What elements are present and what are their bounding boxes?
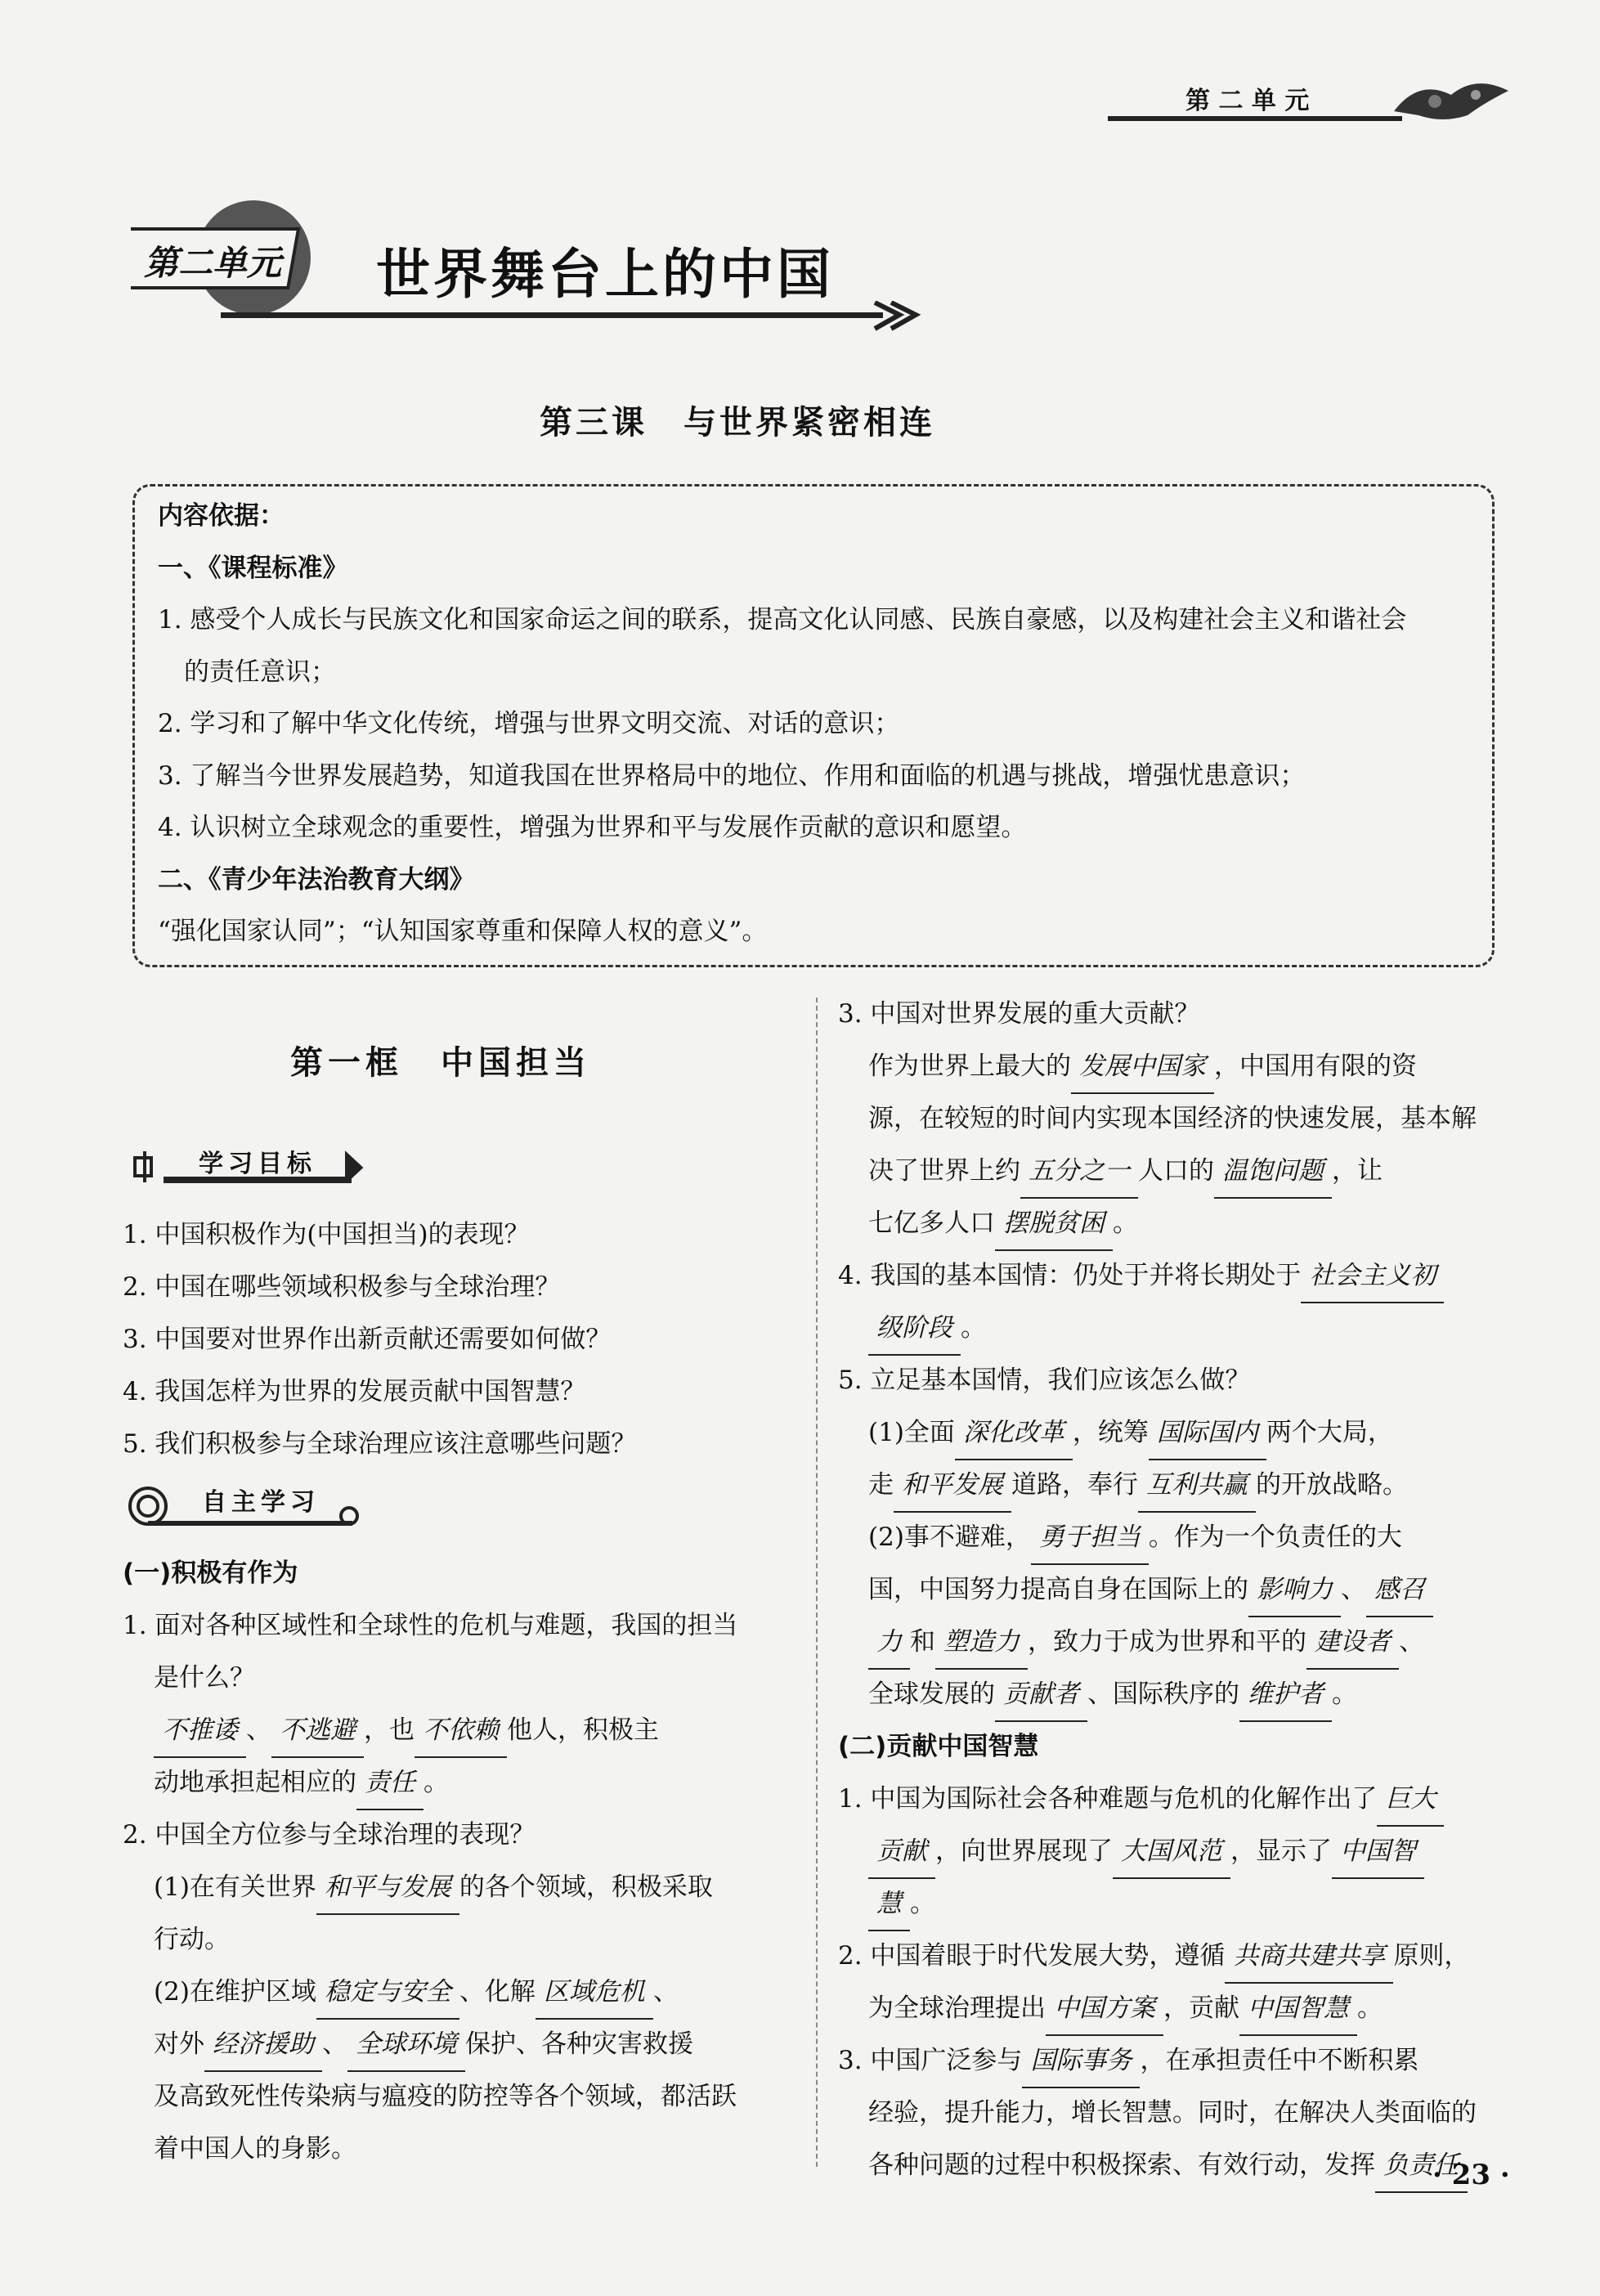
floral-ornament-icon [1386, 70, 1517, 128]
text: ，统筹 [1072, 1418, 1149, 1447]
answer-line [868, 1616, 1424, 1670]
text: ，贡献 [1163, 1993, 1239, 2023]
text: 、 [652, 1977, 679, 2007]
answer-blank: 巨大 [1377, 1773, 1444, 1827]
goal-item: 3. 中国要对世界作出新贡献还需要如何做？ [123, 1325, 612, 1354]
answer-line [868, 1197, 1138, 1251]
column-divider [816, 998, 818, 2167]
answer-blank: 国际国内 [1149, 1406, 1266, 1460]
text: 、 [1341, 1575, 1366, 1604]
text-line: 经验，提升能力，增长智慧。同时，在解决人类面临的 [868, 2098, 1477, 2128]
question-text: 2. 中国全方位参与全球治理的表现？ [123, 1820, 536, 1850]
text: 。 [1113, 1209, 1138, 1238]
text: 。 [910, 1889, 935, 1918]
text: 国，中国努力提高自身在国际上的 [868, 1575, 1248, 1604]
answer-line [868, 2139, 1468, 2193]
answer-blank: 负责任 [1375, 2139, 1468, 2193]
answer-line [838, 1773, 1444, 1827]
part1-title: (一)积极有作为 [123, 1558, 298, 1588]
text: 、化解 [459, 1977, 536, 2007]
answer-blank: 力 [868, 1616, 910, 1670]
answer-blank: 发展中国家 [1071, 1040, 1214, 1094]
law-outline-title: 二、《青少年法治教育大纲》 [158, 865, 475, 895]
page-title: 世界舞台上的中国 [376, 242, 834, 306]
title-arrow-rule [221, 301, 924, 334]
standard-item: 1. 感受个人成长与民族文化和国家命运之间的联系，提高文化认同感、民族自豪感，以及构建社会主义和谐社会 [158, 605, 1407, 635]
self-study-tag [127, 1482, 364, 1524]
answer-line [154, 1704, 659, 1758]
answer-blank: 贡献者 [995, 1668, 1087, 1722]
standard-item: 2. 学习和了解中华文化传统，增强与世界文明交流、对话的意识； [158, 709, 900, 738]
answer-line [154, 1861, 713, 1915]
goal-item: 5. 我们积极参与全球治理应该注意哪些问题？ [123, 1429, 637, 1459]
text: 全球发展的 [868, 1679, 995, 1709]
text: 为全球治理提出 [868, 1993, 1046, 2023]
answer-blank: 中国智慧 [1239, 1982, 1357, 2036]
text: ，让 [1332, 1156, 1383, 1186]
text: 七亿多人口 [868, 1209, 995, 1238]
answer-line [868, 1406, 1393, 1460]
lesson-title: 第三课 与世界紧密相连 [540, 404, 935, 442]
text: 4. 我国的基本国情：仍处于并将长期处于 [838, 1261, 1302, 1290]
answer-blank: 国际事务 [1022, 2034, 1140, 2088]
text: 1. 中国为国际社会各种难题与危机的化解作出了 [838, 1784, 1378, 1814]
text: (1)全面 [868, 1418, 955, 1447]
answer-line [838, 1249, 1444, 1303]
curriculum-title: 一、《课程标准》 [158, 554, 348, 583]
answer-blank: 全球环境 [347, 2018, 465, 2072]
standard-item: 3. 了解当今世界发展趋势，知道我国在世界格局中的地位、作用和面临的机遇与挑战，增强忧患意识； [158, 761, 1306, 791]
text: ，也 [364, 1715, 415, 1745]
goal-item: 2. 中国在哪些领域积极参与全球治理？ [123, 1272, 561, 1302]
text: ，致力于成为世界和平的 [1028, 1627, 1306, 1657]
answer-line [868, 1668, 1357, 1722]
answer-line [868, 1145, 1383, 1199]
answer-blank: 慧 [868, 1877, 910, 1931]
standard-item: 4. 认识树立全球观念的重要性，增强为世界和平与发展作贡献的意识和愿望。 [158, 813, 1027, 842]
text: 、国际秩序的 [1087, 1679, 1239, 1709]
answer-line: 对外 经济援助 、 全球环境 保护、各种灾害救援 [154, 2018, 693, 2072]
answer-blank: 互利共赢 [1138, 1459, 1256, 1513]
text: ，中国用有限的资 [1214, 1052, 1417, 1081]
answer-blank: 社会主义初 [1301, 1249, 1444, 1303]
law-outline-text: “强化国家认同”；“认知国家尊重和保障人权的意义”。 [158, 917, 768, 946]
answer-blank: 稳定与安全 [316, 1966, 459, 2020]
text: 。 [1357, 1993, 1383, 2023]
answer-line [868, 1302, 986, 1356]
answer-blank: 温饱问题 [1214, 1145, 1332, 1199]
self-study-label: 自主学习 [202, 1488, 320, 1517]
text: 3. 中国广泛参与 [838, 2046, 1023, 2075]
goals-tag-label: 学习目标 [199, 1150, 316, 1178]
text-line: 行动。 [154, 1925, 230, 1954]
page-number: · 23 · [1432, 2159, 1510, 2191]
answer-blank: 影响力 [1248, 1563, 1341, 1617]
unit-label: 第 二 单 元 [1185, 87, 1310, 115]
answer-blank: 共商共建共享 [1225, 1930, 1393, 1984]
text: 对外 [154, 2029, 204, 2059]
text: 各种问题的过程中积极探索、有效行动，发挥 [868, 2150, 1375, 2180]
text: ，显示了 [1230, 1836, 1332, 1866]
answer-line [868, 1982, 1383, 2036]
text: 。 [1332, 1679, 1357, 1709]
text: (1)在有关世界 [154, 1872, 316, 1902]
answer-blank: 中国智 [1332, 1825, 1424, 1879]
answer-blank: 级阶段 [868, 1302, 961, 1356]
text: 原则， [1393, 1941, 1470, 1971]
answer-line [868, 1511, 1402, 1565]
answer-blank: 摆脱贫困 [995, 1197, 1113, 1251]
text: 的开放战略。 [1256, 1470, 1408, 1500]
answer-blank: 大国风范 [1113, 1825, 1230, 1879]
answer-blank: 中国方案 [1046, 1982, 1163, 2036]
answer-blank: 和平与发展 [316, 1861, 459, 1915]
text: 。作为一个负责任的大 [1148, 1522, 1402, 1552]
answer-blank: 建设者 [1306, 1616, 1399, 1670]
goal-item: 1. 中国积极作为(中国担当)的表现？ [123, 1220, 530, 1249]
answer-blank: 不逃避 [271, 1704, 364, 1758]
text: 动地承担起相应的 [154, 1768, 356, 1797]
badge-text: 第二单元 [144, 243, 282, 283]
answer-blank: 区域危机 [536, 1966, 653, 2020]
text: 、 [1399, 1627, 1424, 1657]
answer-line [868, 1459, 1408, 1513]
answer-blank: 五分之一 [1020, 1145, 1138, 1199]
text: 2. 中国着眼于时代发展大势，遵循 [838, 1941, 1226, 1971]
answer-blank: 不依赖 [415, 1704, 507, 1758]
answer-blank: 勇于担当 [1031, 1511, 1149, 1565]
answer-blank: 经济援助 [204, 2018, 322, 2072]
text-line: 及高致死性传染病与瘟疫的防控等各个领域，都活跃 [154, 2082, 737, 2111]
answer-line [868, 1877, 935, 1931]
text: 和 [910, 1627, 935, 1657]
answer-line [838, 2034, 1418, 2088]
goal-item: 4. 我国怎样为世界的发展贡献中国智慧？ [123, 1377, 586, 1406]
text: 的各个领域，积极采取 [459, 1872, 713, 1902]
answer-line [838, 1930, 1469, 1984]
answer-blank: 不推诿 [154, 1704, 246, 1758]
question-text: 是什么？ [154, 1663, 255, 1693]
answer-line [868, 1040, 1417, 1094]
frame-title: 第一框 中国担当 [290, 1044, 591, 1082]
header-rule [1108, 116, 1402, 121]
question-text: 1. 面对各种区域性和全球性的危机与难题，我国的担当 [123, 1611, 738, 1640]
unit-header [1108, 80, 1517, 121]
text-line: 源，在较短的时间内实现本国经济的快速发展，基本解 [868, 1104, 1477, 1133]
text: (2)事不避难， [868, 1522, 1031, 1552]
text: 作为世界上最大的 [868, 1052, 1071, 1081]
text: 他人，积极主 [507, 1715, 659, 1745]
answer-blank: 和平发展 [894, 1459, 1011, 1513]
answer-blank: 贡献 [868, 1825, 935, 1879]
answer-blank: 责任 [356, 1756, 424, 1810]
text: ，向世界展现了 [935, 1836, 1113, 1866]
learning-goals-tag [127, 1143, 364, 1186]
standard-item: 的责任意识； [184, 657, 336, 687]
content-basis-box [132, 484, 1495, 967]
text: 人口的 [1138, 1156, 1214, 1186]
part2-title: (二)贡献中国智慧 [838, 1732, 1039, 1761]
basis-heading: 内容依据： [158, 501, 285, 531]
question-text: 5. 立足基本国情，我们应该怎么做？ [838, 1365, 1251, 1395]
answer-line [868, 1563, 1433, 1617]
answer-line [154, 1966, 679, 2020]
text: ，在承担责任中不断积累 [1140, 2046, 1419, 2075]
question-text: 3. 中国对世界发展的重大贡献？ [838, 999, 1200, 1029]
answer-blank: 感召 [1366, 1563, 1433, 1617]
text: 保护、各种灾害救援 [465, 2029, 693, 2059]
text: 决了世界上约 [868, 1156, 1020, 1186]
text-line: 着中国人的身影。 [154, 2134, 356, 2164]
answer-line: 动地承担起相应的 责任 。 [154, 1756, 449, 1810]
answer-blank: 深化改革 [955, 1406, 1073, 1460]
text: (2)在维护区域 [154, 1977, 316, 2007]
answer-blank: 塑造力 [935, 1616, 1028, 1670]
answer-line [868, 1825, 1424, 1879]
text: 道路，奉行 [1011, 1470, 1138, 1500]
text: 。 [961, 1313, 986, 1343]
text: 走 [868, 1470, 894, 1500]
answer-blank: 维护者 [1239, 1668, 1332, 1722]
text: 两个大局， [1266, 1418, 1393, 1447]
text: 、 [246, 1715, 271, 1745]
